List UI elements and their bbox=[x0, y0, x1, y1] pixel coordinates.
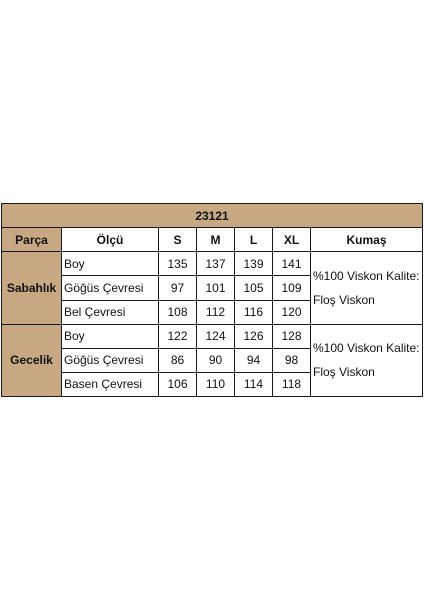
measure-label: Göğüs Çevresi bbox=[62, 276, 159, 300]
value-cell: 124 bbox=[197, 324, 235, 348]
value-cell: 112 bbox=[197, 300, 235, 324]
header-size-xl: XL bbox=[273, 228, 311, 252]
value-cell: 86 bbox=[159, 348, 197, 372]
value-cell: 101 bbox=[197, 276, 235, 300]
value-cell: 110 bbox=[197, 372, 235, 396]
value-cell: 108 bbox=[159, 300, 197, 324]
header-row bbox=[2, 228, 423, 252]
value-cell: 126 bbox=[235, 324, 273, 348]
header-size-s: S bbox=[159, 228, 197, 252]
fabric-line-2: Floş Viskon bbox=[313, 292, 375, 307]
value-cell: 109 bbox=[273, 276, 311, 300]
measure-label: Boy bbox=[62, 324, 159, 348]
measure-label: Bel Çevresi bbox=[62, 300, 159, 324]
value-cell: 122 bbox=[159, 324, 197, 348]
value-cell: 114 bbox=[235, 372, 273, 396]
value-cell: 141 bbox=[273, 252, 311, 276]
table-row bbox=[2, 324, 423, 348]
value-cell: 128 bbox=[273, 324, 311, 348]
table-row bbox=[2, 252, 423, 276]
value-cell: 137 bbox=[197, 252, 235, 276]
value-cell: 94 bbox=[235, 348, 273, 372]
title-row bbox=[2, 204, 423, 228]
value-cell: 106 bbox=[159, 372, 197, 396]
header-size-l: L bbox=[235, 228, 273, 252]
value-cell: 135 bbox=[159, 252, 197, 276]
table-title: 23121 bbox=[2, 204, 423, 228]
value-cell: 97 bbox=[159, 276, 197, 300]
value-cell: 118 bbox=[273, 372, 311, 396]
fabric-line-1: %100 Viskon Kalite: bbox=[313, 341, 420, 356]
value-cell: 98 bbox=[273, 348, 311, 372]
value-cell: 116 bbox=[235, 300, 273, 324]
part-label-sabahlik: Sabahlık bbox=[2, 252, 62, 324]
measure-label: Boy bbox=[62, 252, 159, 276]
header-size-m: M bbox=[197, 228, 235, 252]
part-label-gecelik: Gecelik bbox=[2, 324, 62, 396]
fabric-cell-sabahlik bbox=[311, 252, 423, 324]
value-cell: 120 bbox=[273, 300, 311, 324]
fabric-line-2: Floş Viskon bbox=[313, 365, 375, 380]
header-measure: Ölçü bbox=[62, 228, 159, 252]
value-cell: 105 bbox=[235, 276, 273, 300]
value-cell: 139 bbox=[235, 252, 273, 276]
value-cell: 90 bbox=[197, 348, 235, 372]
fabric-cell-gecelik bbox=[311, 324, 423, 396]
size-chart-table bbox=[1, 203, 423, 397]
header-fabric: Kumaş bbox=[311, 228, 423, 252]
fabric-line-1: %100 Viskon Kalite: bbox=[313, 268, 420, 283]
measure-label: Basen Çevresi bbox=[62, 372, 159, 396]
measure-label: Göğüs Çevresi bbox=[62, 348, 159, 372]
header-part: Parça bbox=[2, 228, 62, 252]
